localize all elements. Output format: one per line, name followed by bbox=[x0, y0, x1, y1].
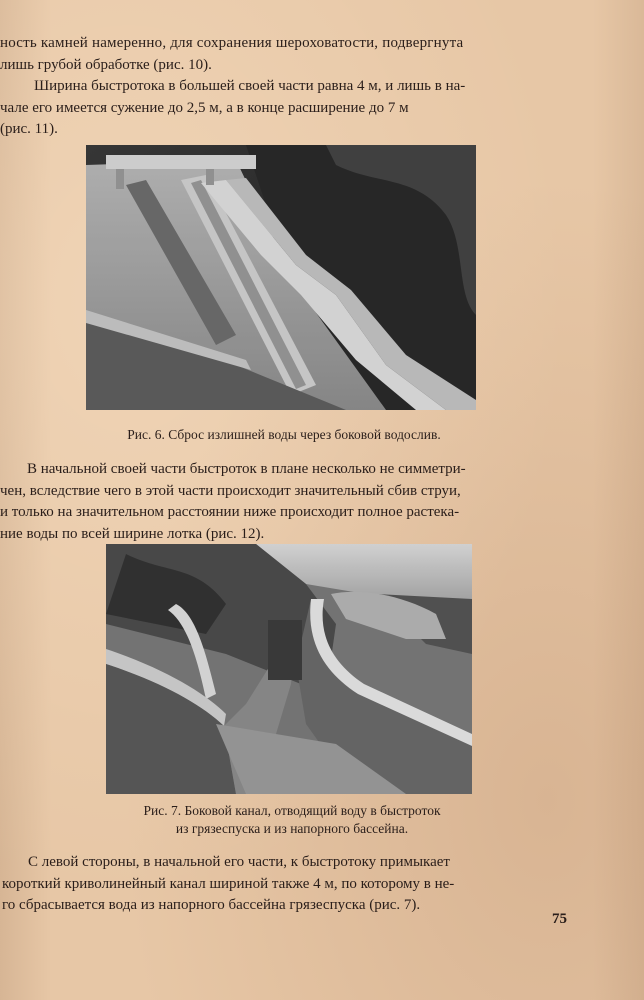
figure-6-photo bbox=[86, 145, 476, 410]
figure-7-caption-line-2: из грязеспуска и из напорного бассейна. bbox=[175, 821, 409, 836]
paragraph-1-line-3: Ширина быстротока в большей своей части равна 4 м, и лишь в на- bbox=[34, 78, 466, 94]
figure-7-caption-line-1: Рис. 7. Боковой канал, отводящий воду в быстроток bbox=[143, 803, 441, 818]
figure-7-side-channel-image bbox=[106, 544, 472, 794]
paragraph-1 bbox=[0, 33, 570, 141]
paragraph-2-line-3: и только на значительном расстоянии ниже происходит полное растека- bbox=[0, 504, 460, 520]
figure-6-spillway-image bbox=[86, 145, 476, 410]
paragraph-1-line-2: лишь грубой обработке (рис. 10). bbox=[0, 56, 212, 73]
paragraph-3-line-3: го сбрасывается вода из напорного бассейна грязеспуска (рис. 7). bbox=[2, 897, 421, 913]
figure-7-caption bbox=[98, 802, 486, 838]
paragraph-2-line-4: ние воды по всей ширине лотка (рис. 12). bbox=[0, 525, 265, 542]
figure-6-caption: Рис. 6. Сброс излишней воды через боковой водослив. bbox=[127, 427, 441, 442]
paragraph-2-line-2: чен, вследствие чего в этой части происходит значительный сбив струи, bbox=[0, 482, 461, 499]
paragraph-3 bbox=[2, 852, 572, 917]
paragraph-1-line-1: ность камней намеренно, для сохранения шероховатости, подвергнута bbox=[0, 35, 464, 51]
paragraph-1-line-4: чале его имеется сужение до 2,5 м, а в конце расширение до 7 м bbox=[0, 99, 409, 116]
figure-7-photo bbox=[106, 544, 472, 794]
paragraph-1-line-5: (рис. 11). bbox=[0, 121, 58, 137]
page-number: 75 bbox=[552, 911, 567, 927]
paragraph-2 bbox=[0, 459, 572, 545]
paragraph-3-line-1: С левой стороны, в начальной его части, к быстротоку примыкает bbox=[28, 854, 450, 870]
paragraph-3-line-2: короткий криволинейный канал шириной также 4 м, по которому в не- bbox=[2, 875, 455, 892]
paragraph-2-line-1: В начальной своей части быстроток в плане несколько не симметри- bbox=[27, 461, 466, 477]
